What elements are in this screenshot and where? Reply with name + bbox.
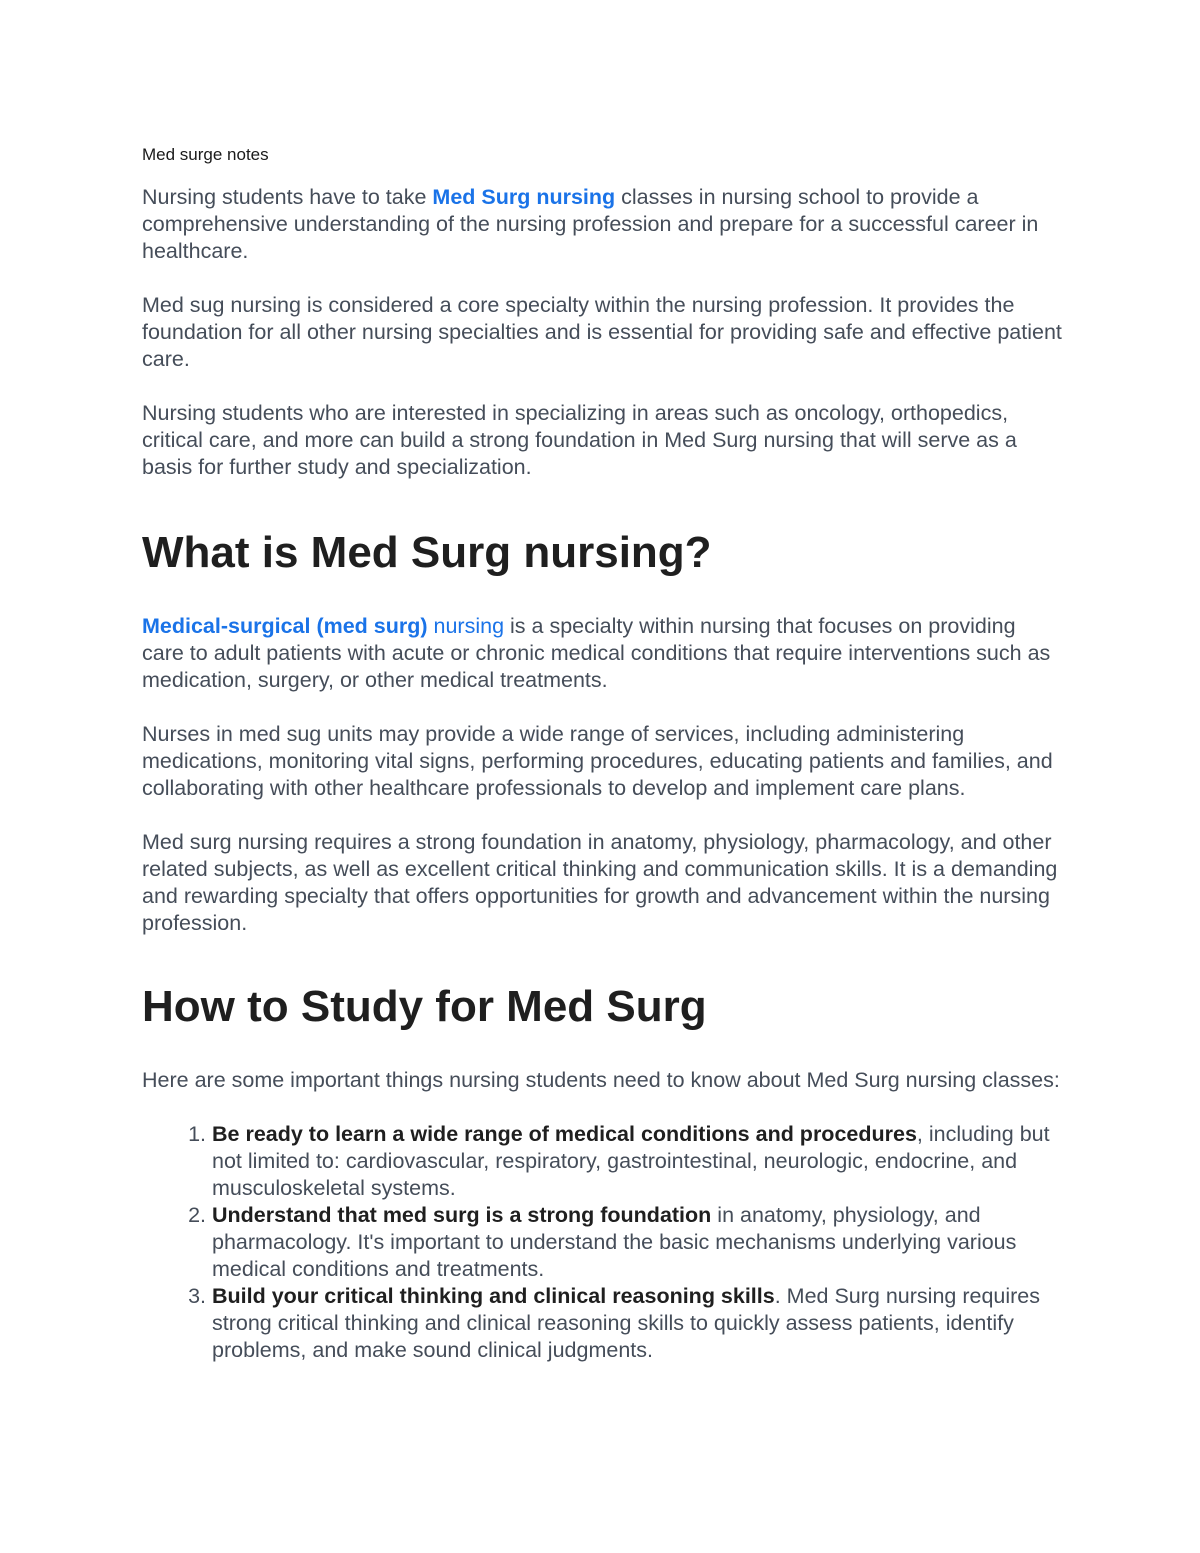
list-item (212, 1283, 1062, 1364)
section1-p1-after: is a specialty within nursing that focuses on providing care to adult patients with acute or chronic medical conditions that require interventions such as medication, surgery, or other medical treatments. (142, 614, 1051, 692)
intro-p1-before: Nursing students have to take (142, 185, 433, 209)
section-heading-how-to-study: How to Study for Med Surg (142, 982, 707, 1031)
step-1-bold: Be ready to learn a wide range of medical conditions and procedures (212, 1122, 917, 1146)
step-3-bold: Build your critical thinking and clinical reasoning skills (212, 1284, 775, 1308)
step-3-rest: . Med Surg nursing requires strong critical thinking and clinical reasoning skills to quickly assess patients, identify problems, and make sound clinical judgments. (212, 1284, 1041, 1362)
study-steps-list (142, 1121, 1062, 1364)
section2-intro: Here are some important things nursing students need to know about Med Surg nursing classes: (142, 1068, 1060, 1092)
med-surg-nursing-link[interactable]: Med Surg nursing (432, 185, 616, 209)
section1-paragraph-3: Med surg nursing requires a strong foundation in anatomy, physiology, pharmacology, and other related subjects, as well as excellent critical thinking and communication skills. It is a demanding and rewarding specialty that offers opportunities for growth and advancement within the nursing profession. (142, 830, 1058, 935)
intro-paragraph-2: Med sug nursing is considered a core specialty within the nursing profession. It provides the foundation for all other nursing specialties and is essential for providing safe and effective patient care. (142, 293, 1062, 371)
section1-paragraph-2: Nurses in med sug units may provide a wide range of services, including administering medications, monitoring vital signs, performing procedures, educating patients and families, and collaborating with other healthcare professionals to develop and implement care plans. (142, 722, 1053, 800)
intro-paragraph-3: Nursing students who are interested in specializing in areas such as oncology, orthopedics, critical care, and more can build a strong foundation in Med Surg nursing that will serve as a basis for further study and specialization. (142, 401, 1017, 479)
intro-paragraph-1 (142, 184, 1062, 265)
list-item (212, 1121, 1062, 1202)
step-2-rest: in anatomy, physiology, and pharmacology. It's important to understand the basic mechanisms underlying various medical conditions and treatments. (212, 1203, 1017, 1281)
step-1-rest: , including but not limited to: cardiovascular, respiratory, gastrointestinal, neurologic, endocrine, and musculoskeletal systems. (212, 1122, 1050, 1200)
document-body (142, 142, 1062, 1364)
medical-surgical-link[interactable]: Medical-surgical (med surg) (142, 614, 428, 638)
section1-paragraph-1 (142, 613, 1062, 694)
section-heading-what-is: What is Med Surg nursing? (142, 528, 712, 577)
list-item (212, 1202, 1062, 1283)
nursing-link[interactable]: nursing (427, 614, 505, 638)
step-2-bold: Understand that med surg is a strong foundation (212, 1203, 712, 1227)
intro-p1-after: classes in nursing school to provide a comprehensive understanding of the nursing profession and prepare for a successful career in healthcare. (142, 185, 1039, 263)
document-title: Med surge notes (142, 145, 269, 164)
